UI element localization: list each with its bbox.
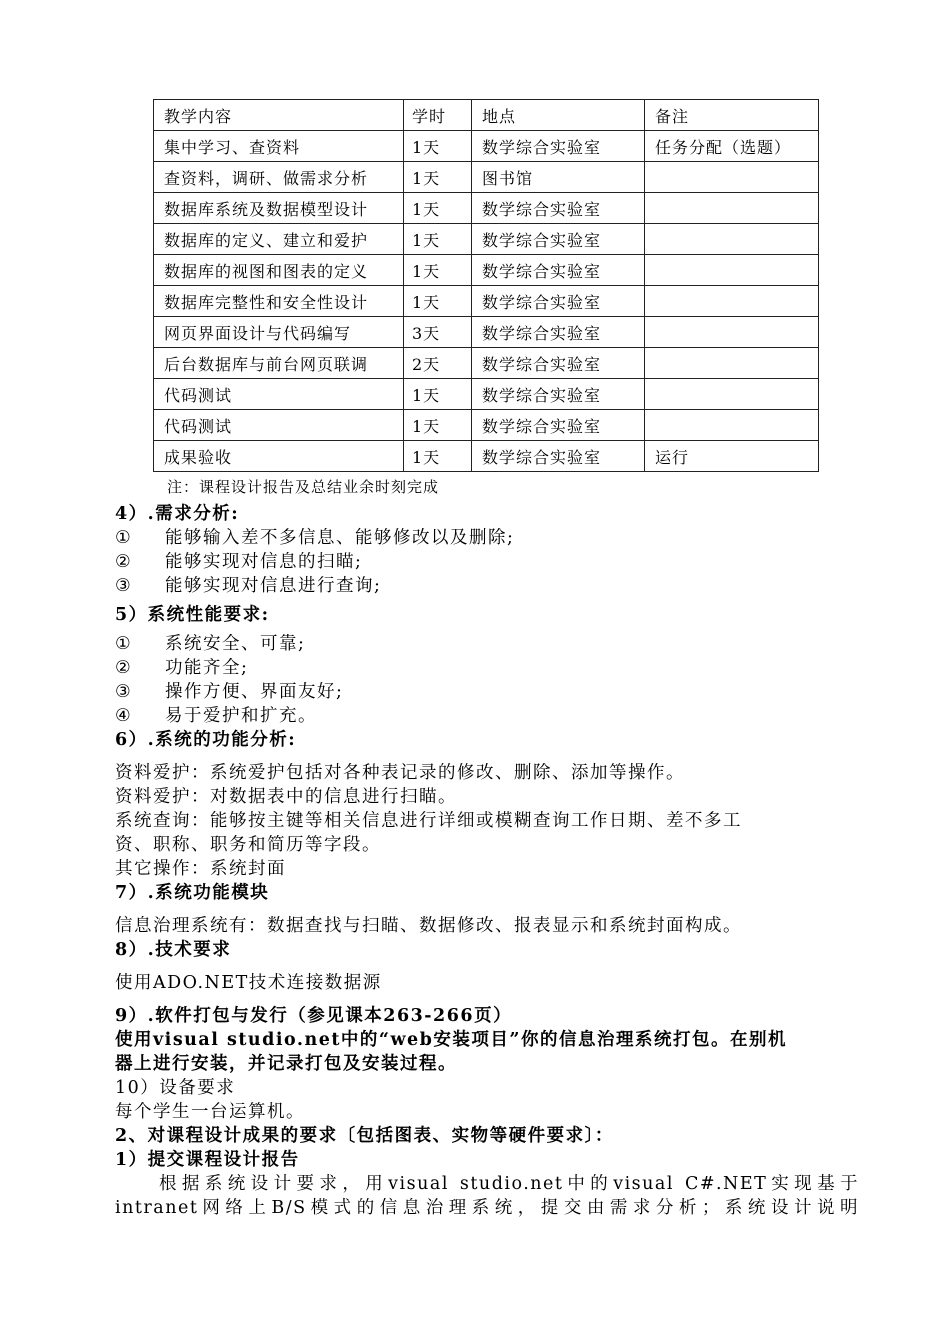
cell-hours: 1天 <box>404 255 472 286</box>
table-row <box>154 224 819 255</box>
table-row <box>154 255 819 286</box>
paragraph: 资、职称、职务和简历等字段。 <box>115 835 381 855</box>
cell-location: 数学综合实验室 <box>472 224 645 255</box>
section-5-heading: 5）系统性能要求: <box>115 605 270 625</box>
list-item <box>115 656 859 680</box>
list-item <box>115 704 859 728</box>
cell-content: 数据库完整性和安全性设计 <box>154 286 404 317</box>
list-item-text: 能够实现对信息进行查询; <box>165 576 382 596</box>
performance-list <box>115 632 859 728</box>
paragraph: 其它操作：系统封面 <box>115 859 286 879</box>
cell-location: 数学综合实验室 <box>472 348 645 379</box>
cell-remark: 任务分配（选题） <box>645 131 819 162</box>
list-item-text: 能够实现对信息的扫瞄; <box>165 552 363 572</box>
cell-location: 图书馆 <box>472 162 645 193</box>
document-body <box>115 502 859 1220</box>
cell-hours: 3天 <box>404 317 472 348</box>
cell-hours: 1天 <box>404 224 472 255</box>
table-header-cell: 地点 <box>472 100 645 131</box>
table-row <box>154 286 819 317</box>
table-row <box>154 410 819 441</box>
list-item-number: ① <box>115 634 133 654</box>
cell-remark <box>645 193 819 224</box>
paragraph: 系统查询：能够按主键等相关信息进行详细或模糊查询工作日期、差不多工 <box>115 811 742 831</box>
list-item-number: ④ <box>115 706 133 726</box>
list-item <box>115 680 859 704</box>
list-item-number: ② <box>115 552 133 572</box>
list-item-number: ① <box>115 528 133 548</box>
section-9-heading: 9）.软件打包与发行（参见课本263-266页） <box>115 1006 513 1026</box>
section-4-heading: 4）.需求分析: <box>115 504 240 524</box>
cell-content: 代码测试 <box>154 379 404 410</box>
table-row <box>154 441 819 472</box>
cell-remark: 运行 <box>645 441 819 472</box>
cell-remark <box>645 162 819 193</box>
requirements-list <box>115 526 859 598</box>
table-row <box>154 317 819 348</box>
schedule-table <box>153 99 819 472</box>
list-item <box>115 550 859 574</box>
table-header-cell: 教学内容 <box>154 100 404 131</box>
cell-hours: 1天 <box>404 286 472 317</box>
paragraph: 资料爱护：系统爱护包括对各种表记录的修改、删除、添加等操作。 <box>115 763 685 783</box>
cell-remark <box>645 317 819 348</box>
paragraph: 使用ADO.NET技术连接数据源 <box>115 973 382 993</box>
list-item-text: 操作方便、界面友好; <box>165 682 344 702</box>
cell-location: 数学综合实验室 <box>472 317 645 348</box>
cell-hours: 1天 <box>404 379 472 410</box>
paragraph: 资料爱护：对数据表中的信息进行扫瞄。 <box>115 787 457 807</box>
cell-hours: 1天 <box>404 193 472 224</box>
cell-content: 成果验收 <box>154 441 404 472</box>
table-row <box>154 348 819 379</box>
cell-hours: 1天 <box>404 131 472 162</box>
table-row <box>154 379 819 410</box>
list-item-number: ③ <box>115 576 133 596</box>
section-10-heading: 10）设备要求 <box>115 1078 236 1098</box>
paragraph: 器上进行安装，并记录打包及安装过程。 <box>115 1054 457 1074</box>
table-row <box>154 131 819 162</box>
cell-content: 数据库的视图和图表的定义 <box>154 255 404 286</box>
cell-location: 数学综合实验室 <box>472 131 645 162</box>
cell-content: 网页界面设计与代码编写 <box>154 317 404 348</box>
paragraph: intranet网络上B/S模式的信息治理系统，提交由需求分析；系统设计说明 <box>115 1198 859 1218</box>
cell-remark <box>645 348 819 379</box>
list-item <box>115 632 859 656</box>
list-item-number: ② <box>115 658 133 678</box>
list-item-number: ③ <box>115 682 133 702</box>
cell-location: 数学综合实验室 <box>472 410 645 441</box>
part-2-heading: 2、对课程设计成果的要求〔包括图表、实物等硬件要求〕： <box>115 1126 614 1146</box>
cell-content: 代码测试 <box>154 410 404 441</box>
paragraph: 信息治理系统有：数据查找与扫瞄、数据修改、报表显示和系统封面构成。 <box>115 916 742 936</box>
cell-location: 数学综合实验室 <box>472 441 645 472</box>
paragraph: 根据系统设计要求，用visual studio.net中的visual C#.NET实现基于 <box>159 1174 859 1194</box>
table-header-row <box>154 100 819 131</box>
cell-content: 数据库的定义、建立和爱护 <box>154 224 404 255</box>
table-header-cell: 学时 <box>404 100 472 131</box>
section-6-heading: 6）.系统的功能分析: <box>115 730 297 750</box>
cell-hours: 1天 <box>404 410 472 441</box>
list-item-text: 能够输入差不多信息、能够修改以及删除; <box>165 528 515 548</box>
cell-remark <box>645 410 819 441</box>
list-item-text: 易于爱护和扩充。 <box>165 706 317 726</box>
cell-location: 数学综合实验室 <box>472 193 645 224</box>
cell-location: 数学综合实验室 <box>472 286 645 317</box>
cell-content: 数据库系统及数据模型设计 <box>154 193 404 224</box>
list-item <box>115 574 859 598</box>
section-8-heading: 8）.技术要求 <box>115 940 232 960</box>
cell-location: 数学综合实验室 <box>472 255 645 286</box>
subheading: 1）提交课程设计报告 <box>115 1150 300 1170</box>
list-item <box>115 526 859 550</box>
cell-remark <box>645 379 819 410</box>
table-row <box>154 162 819 193</box>
cell-remark <box>645 255 819 286</box>
cell-remark <box>645 286 819 317</box>
paragraph: 使用visual studio.net中的“web安装项目”你的信息治理系统打包。在别机 <box>115 1030 787 1050</box>
cell-location: 数学综合实验室 <box>472 379 645 410</box>
cell-hours: 1天 <box>404 162 472 193</box>
cell-hours: 2天 <box>404 348 472 379</box>
table-header-cell: 备注 <box>645 100 819 131</box>
cell-content: 查资料，调研、做需求分析 <box>154 162 404 193</box>
list-item-text: 功能齐全; <box>165 658 249 678</box>
cell-hours: 1天 <box>404 441 472 472</box>
table-note: 注：课程设计报告及总结业余时刻完成 <box>167 478 440 496</box>
cell-content: 集中学习、查资料 <box>154 131 404 162</box>
cell-content: 后台数据库与前台网页联调 <box>154 348 404 379</box>
section-7-heading: 7）.系统功能模块 <box>115 883 270 903</box>
cell-remark <box>645 224 819 255</box>
table-row <box>154 193 819 224</box>
list-item-text: 系统安全、可靠; <box>165 634 306 654</box>
paragraph: 每个学生一台运算机。 <box>115 1102 305 1122</box>
